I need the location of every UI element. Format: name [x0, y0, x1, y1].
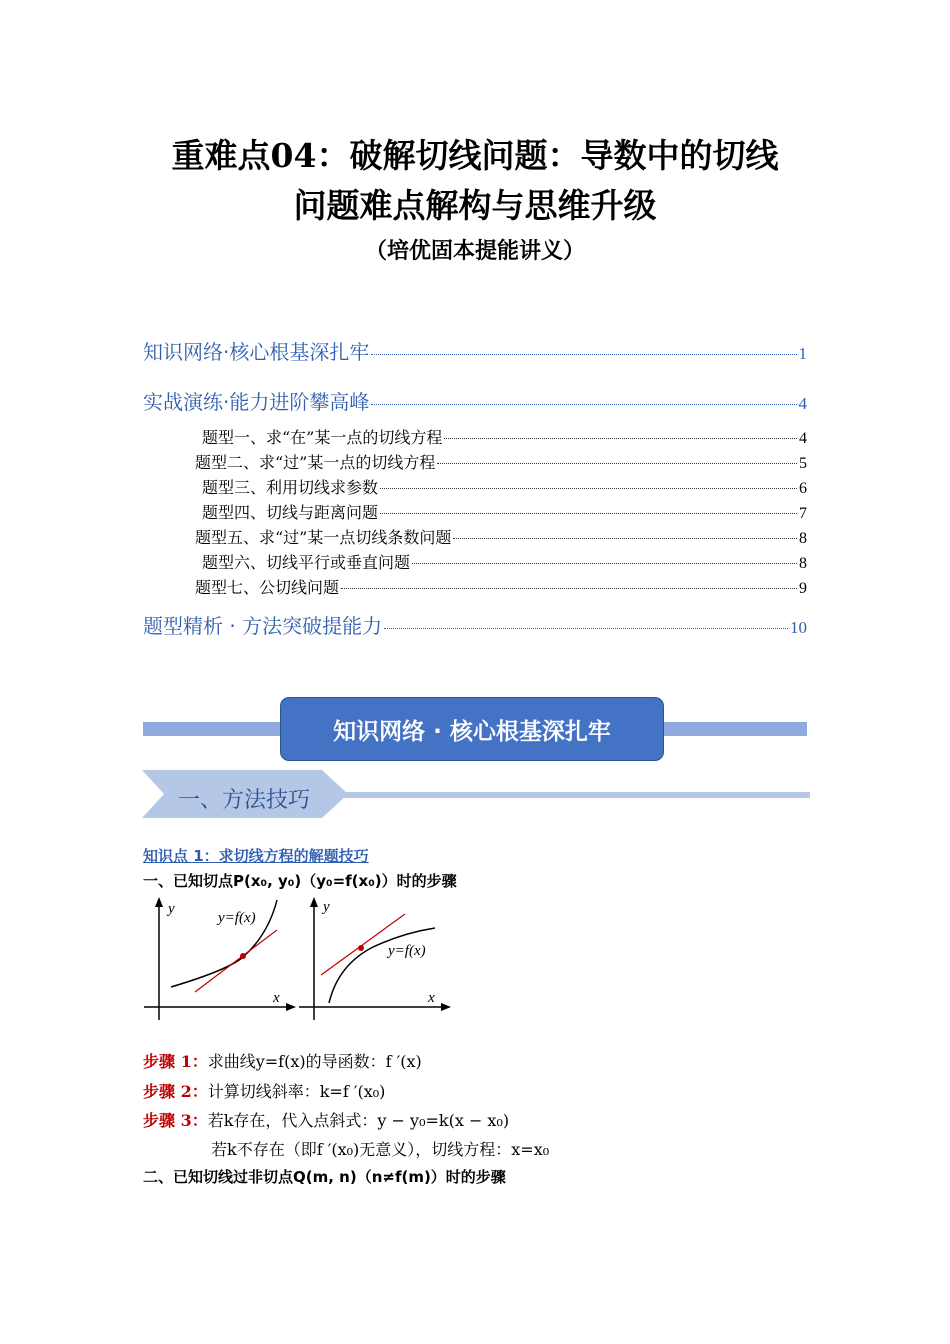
curve-label: y=f(x) [388, 943, 426, 959]
toc-sub-item[interactable] [202, 475, 807, 498]
toc-label: 题型精析 · 方法突破提能力 [143, 614, 383, 638]
section-banner: 知识网络 · 核心根基深扎牢 [280, 697, 664, 761]
step-label: 步骤 1： [143, 1052, 208, 1071]
y-axis-label: y [323, 899, 330, 915]
toc-page: 7 [799, 505, 807, 522]
toc-label: 题型四、切线与距离问题 [202, 503, 379, 522]
toc-sub-item[interactable] [195, 450, 807, 473]
toc-page: 1 [798, 344, 807, 363]
knowledge-heading: 知识点 1：求切线方程的解题技巧 [143, 847, 369, 865]
step-3-alt: 若k不存在（即f ′(x₀)无意义），切线方程：x=x₀ [211, 1140, 550, 1159]
x-axis-label: x [428, 990, 435, 1006]
toc-label: 知识网络·核心根基深扎牢 [143, 340, 370, 364]
toc-sub-item[interactable] [195, 525, 807, 548]
step-2 [143, 1079, 385, 1102]
subtitle: （培优固本提能讲义） [364, 238, 585, 264]
toc-label: 题型五、求“过”某一点切线条数问题 [195, 528, 452, 547]
case-2-heading: 二、已知切线过非切点Q(m, n)（n≠f(m)）时的步骤 [143, 1168, 506, 1186]
toc-page: 8 [799, 530, 807, 547]
toc-label: 题型七、公切线问题 [195, 578, 340, 597]
y-axis-label: y [168, 901, 175, 917]
step-1 [143, 1049, 422, 1072]
toc-page: 4 [799, 430, 807, 447]
step-3 [143, 1108, 509, 1131]
toc-sub-item[interactable] [202, 550, 807, 573]
toc-item[interactable] [143, 386, 807, 415]
toc-page: 4 [798, 394, 807, 413]
x-axis-label: x [273, 990, 280, 1006]
toc-sub-item[interactable] [202, 500, 807, 523]
case-1-heading: 一、已知切点P(x₀, y₀)（y₀=f(x₀)）时的步骤 [143, 872, 457, 890]
toc-sub-item[interactable] [202, 425, 807, 448]
toc-label: 题型二、求“过”某一点的切线方程 [195, 453, 436, 472]
toc-page: 6 [799, 480, 807, 497]
toc-item[interactable] [143, 610, 807, 639]
toc-label: 实战演练·能力进阶攀高峰 [143, 390, 370, 414]
title-line-2: 问题难点解构与思维升级 [293, 186, 657, 225]
section-heading: 一、方法技巧 [178, 788, 311, 813]
toc-sub-item[interactable] [195, 575, 807, 598]
toc-label: 题型三、利用切线求参数 [202, 478, 379, 497]
step-label: 步骤 2： [143, 1082, 208, 1101]
step-label: 步骤 3： [143, 1111, 208, 1130]
step-text: 求曲线y=f(x)的导函数：f ′(x) [207, 1052, 422, 1071]
toc-label: 题型六、切线平行或垂直问题 [202, 553, 411, 572]
curve-label: y=f(x) [218, 910, 256, 926]
step-text: 计算切线斜率：k=f ′(x₀) [207, 1082, 386, 1101]
toc-page: 8 [799, 555, 807, 572]
tangent-graphs [143, 895, 458, 1027]
toc-page: 9 [799, 580, 807, 597]
title-line-1: 重难点04：破解切线问题：导数中的切线 [171, 136, 779, 175]
step-text: 若k存在，代入点斜式：y − y₀=k(x − x₀) [207, 1111, 510, 1130]
toc-page: 5 [799, 455, 807, 472]
toc-page: 10 [790, 618, 807, 637]
toc-label: 题型一、求“在”某一点的切线方程 [202, 428, 443, 447]
toc-item[interactable] [143, 336, 807, 365]
